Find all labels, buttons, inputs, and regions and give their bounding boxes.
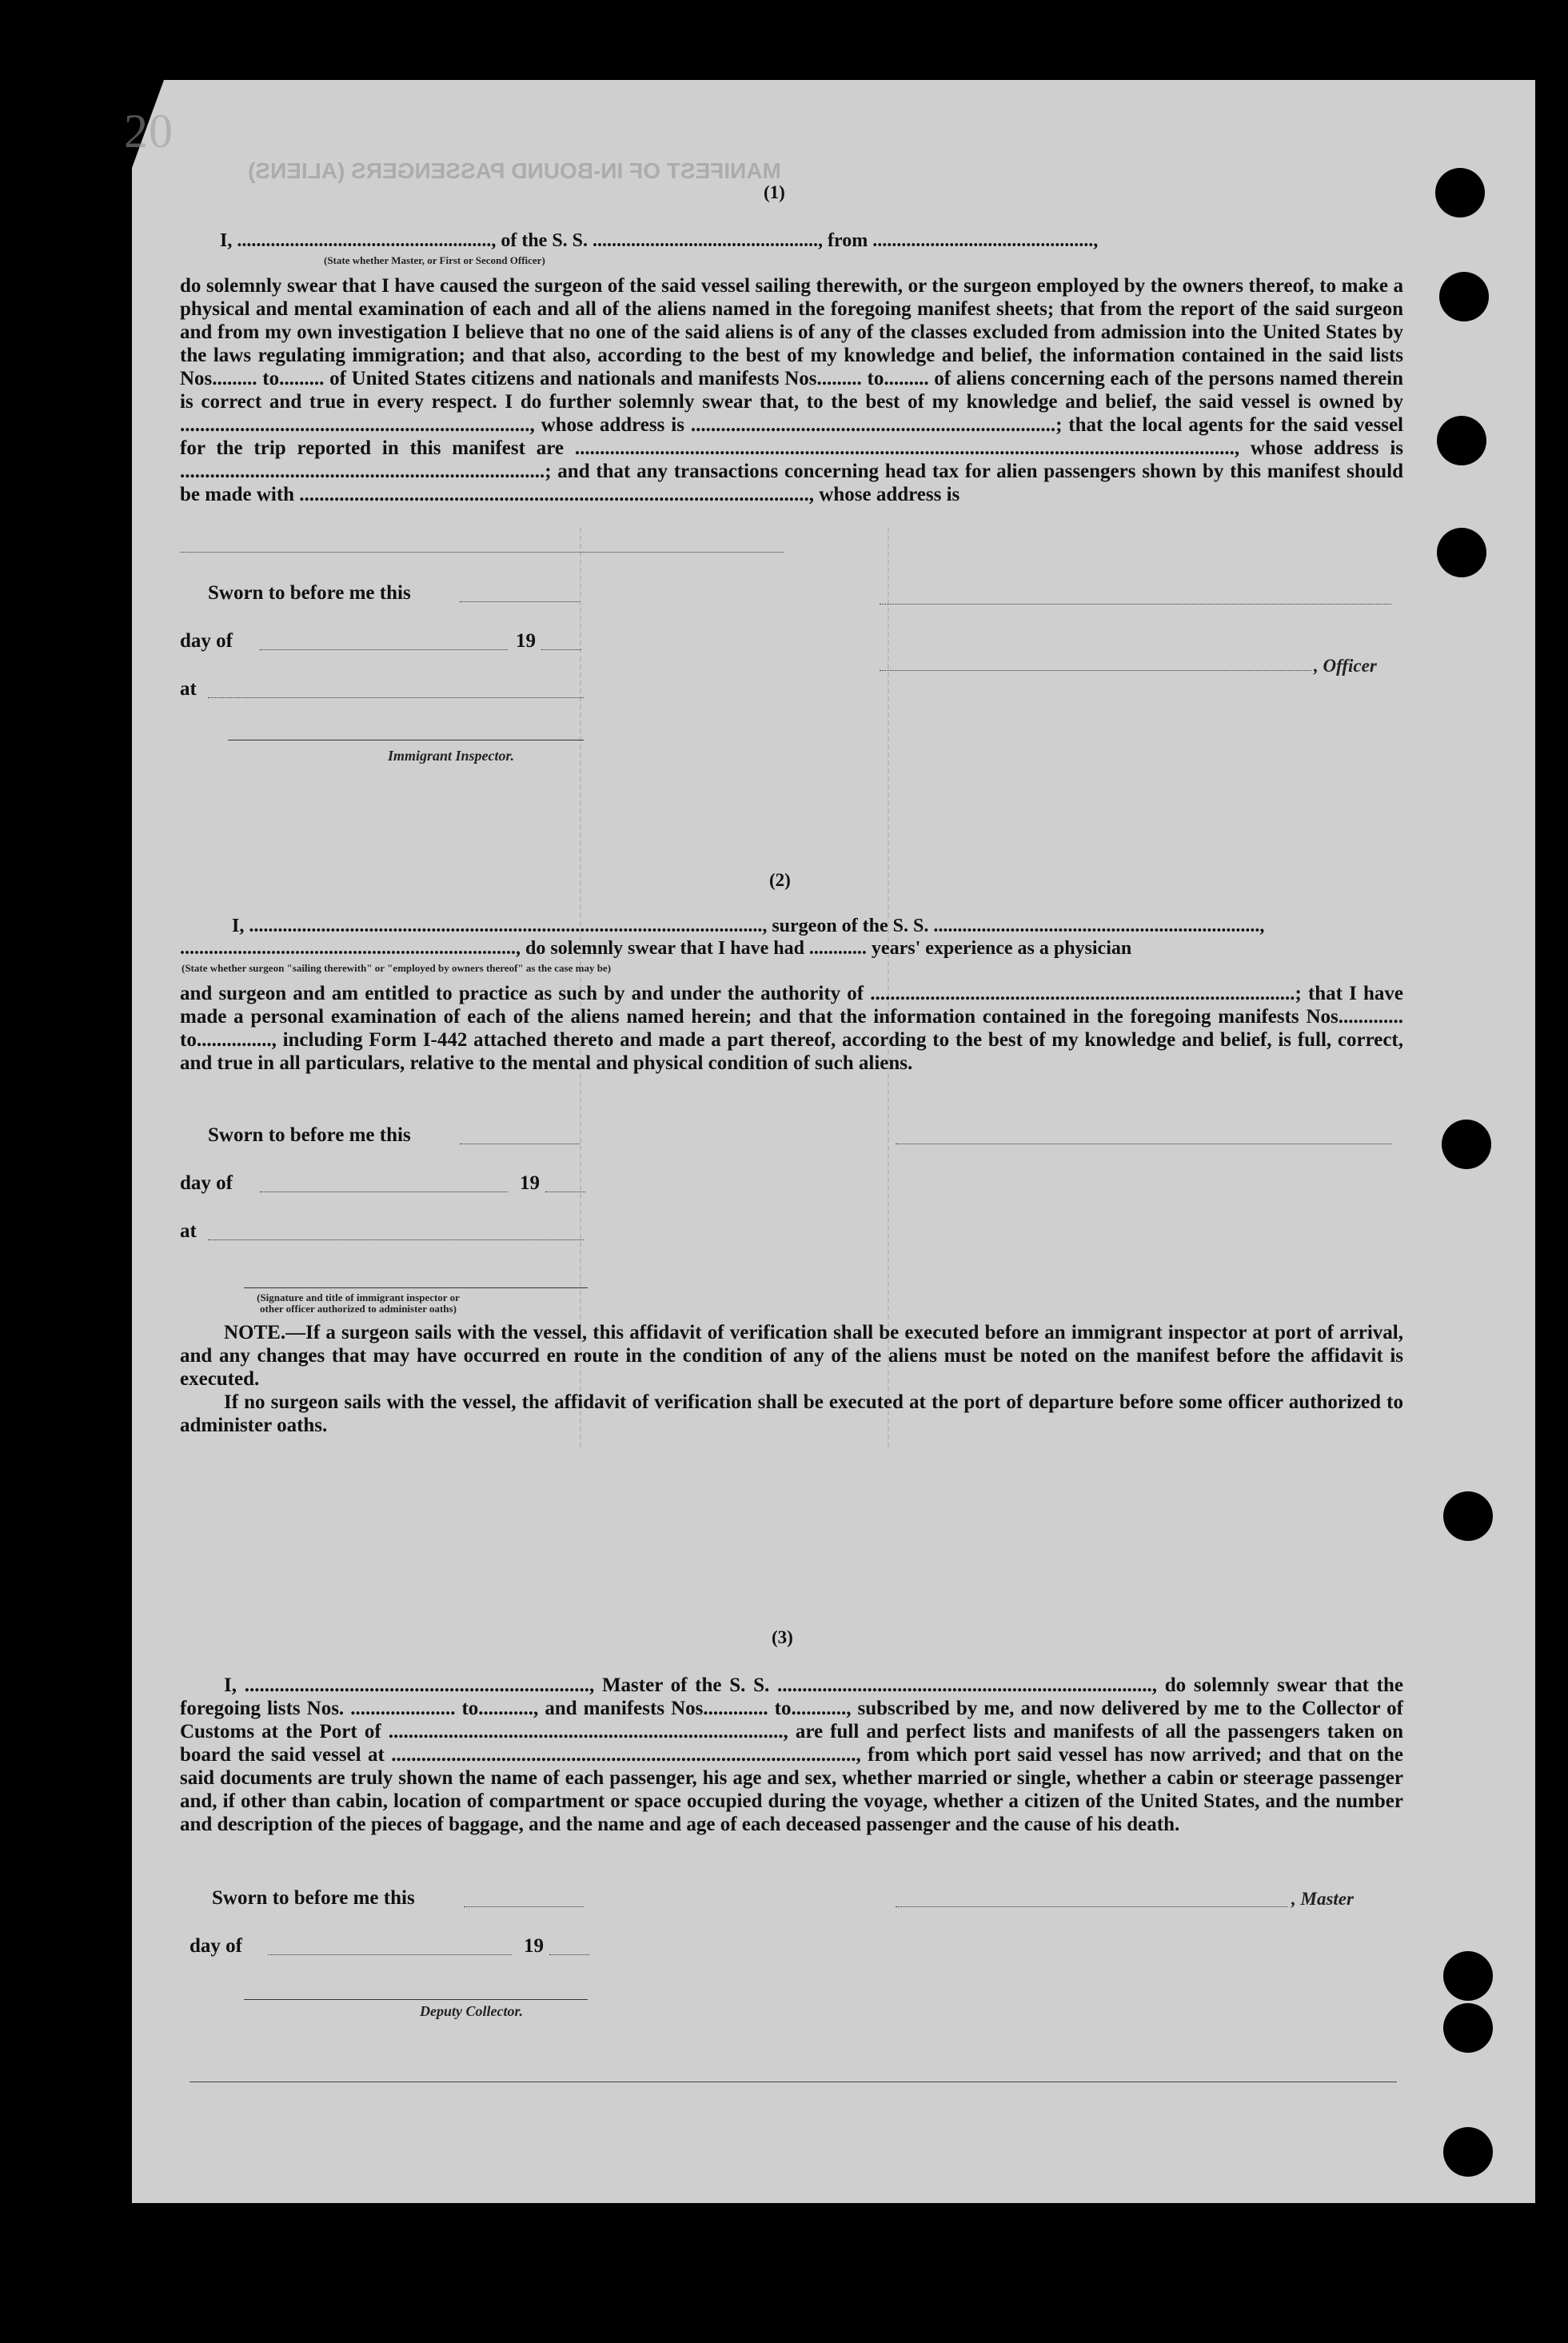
inspector-label: Immigrant Inspector. xyxy=(388,748,515,764)
section-2-body-text: and surgeon and am entitled to practice as such by and under the authority of .....................................................................................; that I have made a personal examination of each of the aliens named herein; and that the information contained in the foregoing manifests Nos............. to..............., including Form I-442 attached thereto and made a part thereof, according to the best of my knowledge and belief, is full, correct, and true in all particulars, relative to the mental and physical condition of such aliens. xyxy=(180,983,1403,1074)
signature-line xyxy=(880,604,1391,605)
binder-hole xyxy=(1435,168,1485,218)
note-1-text: NOTE.—If a surgeon sails with the vessel, this affidavit of verification shall be executed before an immigrant inspector at port of arrival, and any changes that may have occurred en route in the condition of any of the aliens must be noted on the manifest before the affidavit is executed. xyxy=(180,1322,1403,1390)
signature-line xyxy=(880,670,1311,671)
section-1-body xyxy=(180,274,1403,506)
section-3-number: (3) xyxy=(772,1627,793,1647)
at-label: at xyxy=(180,1220,197,1242)
year-label: 19 xyxy=(516,630,536,652)
binder-hole xyxy=(1437,416,1486,465)
day-of-label: day of xyxy=(180,630,233,652)
signature-line xyxy=(464,1906,584,1907)
section-3-body-text: I, ....................................................................., Master of the S. S. ..........................................................................., do solemnly swear that the foregoing lists Nos. ..................... to..........., and manifests Nos............. to..........., subscribed by me, and now delivered by me to the Collector of Customs at the Port of ..............................................................................., are full and perfect lists and manifests of all the passengers taken on board the said vessel at ............................................................................................., from which port said vessel has now arrived; and that on the said documents are truly shown the name of each passenger, his age and sex, whether married or single, whether a cabin or steerage passenger and, if other than cabin, location of compartment or space occupied during the voyage, whether a citizen of the United States, and the number and description of the pieces of baggage, and the name and age of each deceased passenger and the cause of his death. xyxy=(180,1674,1403,1835)
deputy-collector-label: Deputy Collector. xyxy=(420,2003,523,2019)
day-of-label: day of xyxy=(190,1935,242,1957)
signature-line xyxy=(180,552,784,553)
signature-line xyxy=(549,1954,589,1955)
section-2-body xyxy=(180,982,1403,1075)
binder-hole xyxy=(1439,272,1489,321)
binder-hole xyxy=(1443,2003,1493,2053)
year-label: 19 xyxy=(520,1172,540,1194)
section-2-number: (2) xyxy=(769,870,791,890)
signature-line xyxy=(244,1287,588,1288)
signature-line xyxy=(260,649,508,650)
binder-hole xyxy=(1443,1491,1493,1541)
bleed-through-title: MANIFEST OF IN-BOUND PASSENGERS (ALIENS) xyxy=(248,158,781,183)
page-stamp: 20 xyxy=(124,105,174,158)
section-3-body xyxy=(180,1674,1403,1836)
sworn-label: Sworn to before me this xyxy=(212,1887,415,1909)
section-1-number: (1) xyxy=(764,182,785,202)
master-label: , Master xyxy=(1291,1889,1354,1909)
manifest-page xyxy=(124,80,1535,2203)
signature-line xyxy=(545,1191,585,1192)
signature-line xyxy=(541,649,581,650)
signature-line xyxy=(260,1191,508,1192)
signature-line xyxy=(460,601,580,602)
binder-hole xyxy=(1443,1951,1493,2001)
signature-line xyxy=(268,1954,512,1955)
section-1-body-text: do solemnly swear that I have caused the surgeon of the said vessel sailing therewith, or the surgeon employed by the owners thereof, to make a physical and mental examination of each and all of the aliens named in the foregoing manifest sheets; that from the report of the said surgeon and from my own investigation I believe that no one of the said aliens is of any of the classes excluded from admission into the United States by the laws regulating immigration; and that also, according to the best of my knowledge and belief, the information contained in the said lists Nos......... to......... of United States citizens and nationals and manifests Nos......... to......... of aliens concerning each of the persons named therein is correct and true in every respect. I do further solemnly swear that, to the best of my knowledge and belief, the said vessel is owned by ......................................................................, whose address is .........................................................................; that the local agents for the said vessel for the trip reported in this manifest are ...................................................................................................................................., whose address is .........................................................................; and that any transactions concerning head tax for alien passengers shown by this manifest should be made with ......................................................................................................, whose address is xyxy=(180,275,1403,505)
signature-line xyxy=(896,1906,1287,1907)
at-label: at xyxy=(180,678,197,700)
sworn-label: Sworn to before me this xyxy=(208,1124,411,1146)
signature-line xyxy=(208,1239,584,1240)
signature-line xyxy=(244,1999,588,2000)
section-1-line1: I, ....................................................., of the S. S. ..............................................., from .............................................., xyxy=(220,230,1099,251)
binder-hole xyxy=(1442,1120,1491,1169)
day-of-label: day of xyxy=(180,1172,233,1194)
section-2-caption: (State whether surgeon "sailing therewith" or "employed by owners thereof" as the case may be) xyxy=(182,962,612,974)
note-2-text: If no surgeon sails with the vessel, the affidavit of verification shall be executed at the port of departure before some officer authorized to administer oaths. xyxy=(180,1391,1403,1436)
binder-hole xyxy=(1437,528,1486,577)
year-label: 19 xyxy=(524,1935,544,1957)
note-2 xyxy=(180,1391,1403,1437)
section-2-line2: ......................................................................, do solemnly swear that I have had ............ years' experience as a physician xyxy=(180,938,1132,959)
section-1-caption: (State whether Master, or First or Second Officer) xyxy=(324,254,545,266)
officer-label: , Officer xyxy=(1314,656,1377,676)
master-text: Master xyxy=(1300,1889,1354,1909)
officer-text: Officer xyxy=(1323,656,1377,676)
note-block xyxy=(180,1321,1403,1437)
section-2-line1: I, ..........................................................................................................., surgeon of the S. S. ...................................................................., xyxy=(232,916,1265,936)
sworn-label: Sworn to before me this xyxy=(208,582,411,604)
signature-line xyxy=(208,697,584,698)
note-1 xyxy=(180,1321,1403,1391)
binder-hole xyxy=(1443,2127,1493,2177)
signature-caption: (Signature and title of immigrant inspector or other officer authorized to administer oaths) xyxy=(257,1291,460,1315)
